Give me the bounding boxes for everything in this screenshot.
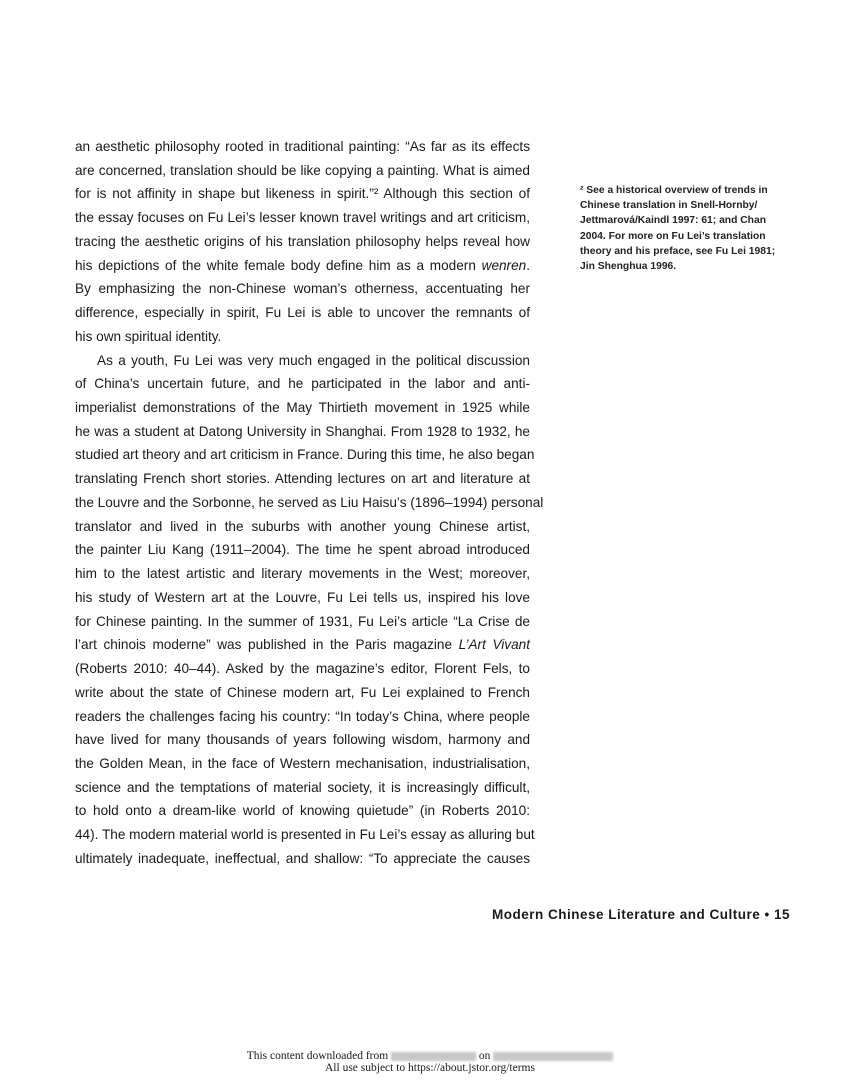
body-line: l’art chinois moderne” was published in the Paris magazine L’Art Vivant bbox=[75, 637, 531, 653]
footnote-line: Jin Shenghua 1996. bbox=[580, 261, 677, 273]
redacted-ip bbox=[391, 1052, 476, 1061]
body-line: the painter Liu Kang (1911–2004). The time he spent abroad introduced bbox=[75, 542, 530, 558]
body-line: the essay focuses on Fu Lei’s lesser known travel writings and art criticism, bbox=[75, 210, 530, 226]
body-line: for Chinese painting. In the summer of 1931, Fu Lei’s article “La Crise de bbox=[75, 613, 530, 629]
download-on-text: on bbox=[478, 1050, 491, 1062]
italic-term: L’Art Vivant bbox=[458, 637, 531, 653]
footnote-line: Jettmarová/Kaindl 1997: 61; and Chan bbox=[580, 215, 766, 227]
body-line: tracing the aesthetic origins of his translation philosophy helps reveal how bbox=[75, 233, 530, 249]
body-line: the Louvre and the Sorbonne, he served as Liu Haisu’s (1896–1994) personal bbox=[75, 494, 544, 510]
body-line: of China’s uncertain future, and he participated in the labor and anti- bbox=[75, 376, 530, 392]
body-line: write about the state of Chinese modern art, Fu Lei explained to French bbox=[75, 684, 530, 700]
body-line: for is not affinity in shape but likeness in spirit.”² Although this section of bbox=[75, 186, 530, 202]
body-line: translator and lived in the suburbs with another young Chinese artist, bbox=[75, 518, 530, 534]
body-line: his depictions of the white female body define him as a modern wenren. bbox=[75, 257, 530, 273]
jstor-download-notice bbox=[0, 1050, 860, 1062]
body-line: difference, especially in spirit, Fu Lei is able to uncover the remnants of bbox=[75, 305, 530, 321]
body-line: By emphasizing the non-Chinese woman’s otherness, accentuating her bbox=[75, 281, 530, 297]
body-line: As a youth, Fu Lei was very much engaged in the political discussion bbox=[97, 352, 530, 368]
body-line: to hold onto a dream-like world of knowing quietude” (in Roberts 2010: bbox=[75, 803, 530, 819]
body-line: (Roberts 2010: 40–44). Asked by the magazine’s editor, Florent Fels, to bbox=[75, 661, 530, 677]
italic-term: wenren bbox=[481, 257, 527, 273]
body-line: science and the temptations of material society, it is increasingly difficult, bbox=[75, 779, 530, 795]
body-line: studied art theory and art criticism in France. During this time, he also began bbox=[75, 447, 535, 463]
download-text: This content downloaded from bbox=[246, 1050, 389, 1062]
footnote-line: theory and his preface, see Fu Lei 1981; bbox=[580, 245, 776, 257]
body-line: 44). The modern material world is presented in Fu Lei’s essay as alluring but bbox=[75, 827, 535, 843]
jstor-terms: All use subject to https://about.jstor.org/terms bbox=[325, 1062, 535, 1074]
body-line: an aesthetic philosophy rooted in traditional painting: “As far as its effects bbox=[75, 139, 530, 154]
running-footer: Modern Chinese Literature and Culture • 15 bbox=[491, 907, 790, 922]
footnote-line: Chinese translation in Snell-Hornby/ bbox=[580, 200, 758, 212]
body-line: are concerned, translation should be like copying a painting. What is aimed bbox=[75, 162, 530, 178]
redacted-timestamp bbox=[493, 1052, 613, 1061]
body-line: ultimately inadequate, ineffectual, and shallow: “To appreciate the causes bbox=[75, 850, 530, 866]
body-line: have lived for many thousands of years following wisdom, harmony and bbox=[75, 732, 530, 748]
footnote-line: 2004. For more on Fu Lei’s translation bbox=[580, 230, 766, 242]
footnote-2 bbox=[580, 183, 780, 274]
body-line: his study of Western art at the Louvre, Fu Lei tells us, inspired his love bbox=[75, 589, 530, 605]
body-line: his own spiritual identity. bbox=[75, 328, 222, 344]
body-line: him to the latest artistic and literary movements in the West; moreover, bbox=[75, 566, 530, 582]
body-line: readers the challenges facing his country: “In today’s China, where people bbox=[75, 708, 530, 724]
body-line: he was a student at Datong University in Shanghai. From 1928 to 1932, he bbox=[75, 423, 530, 439]
footnote-line: ² See a historical overview of trends in bbox=[580, 185, 768, 196]
body-line: the Golden Mean, in the face of Western mechanisation, industrialisation, bbox=[75, 755, 530, 771]
body-line: translating French short stories. Attending lectures on art and literature at bbox=[75, 471, 530, 487]
body-line: imperialist demonstrations of the May Thirtieth movement in 1925 while bbox=[75, 400, 530, 416]
